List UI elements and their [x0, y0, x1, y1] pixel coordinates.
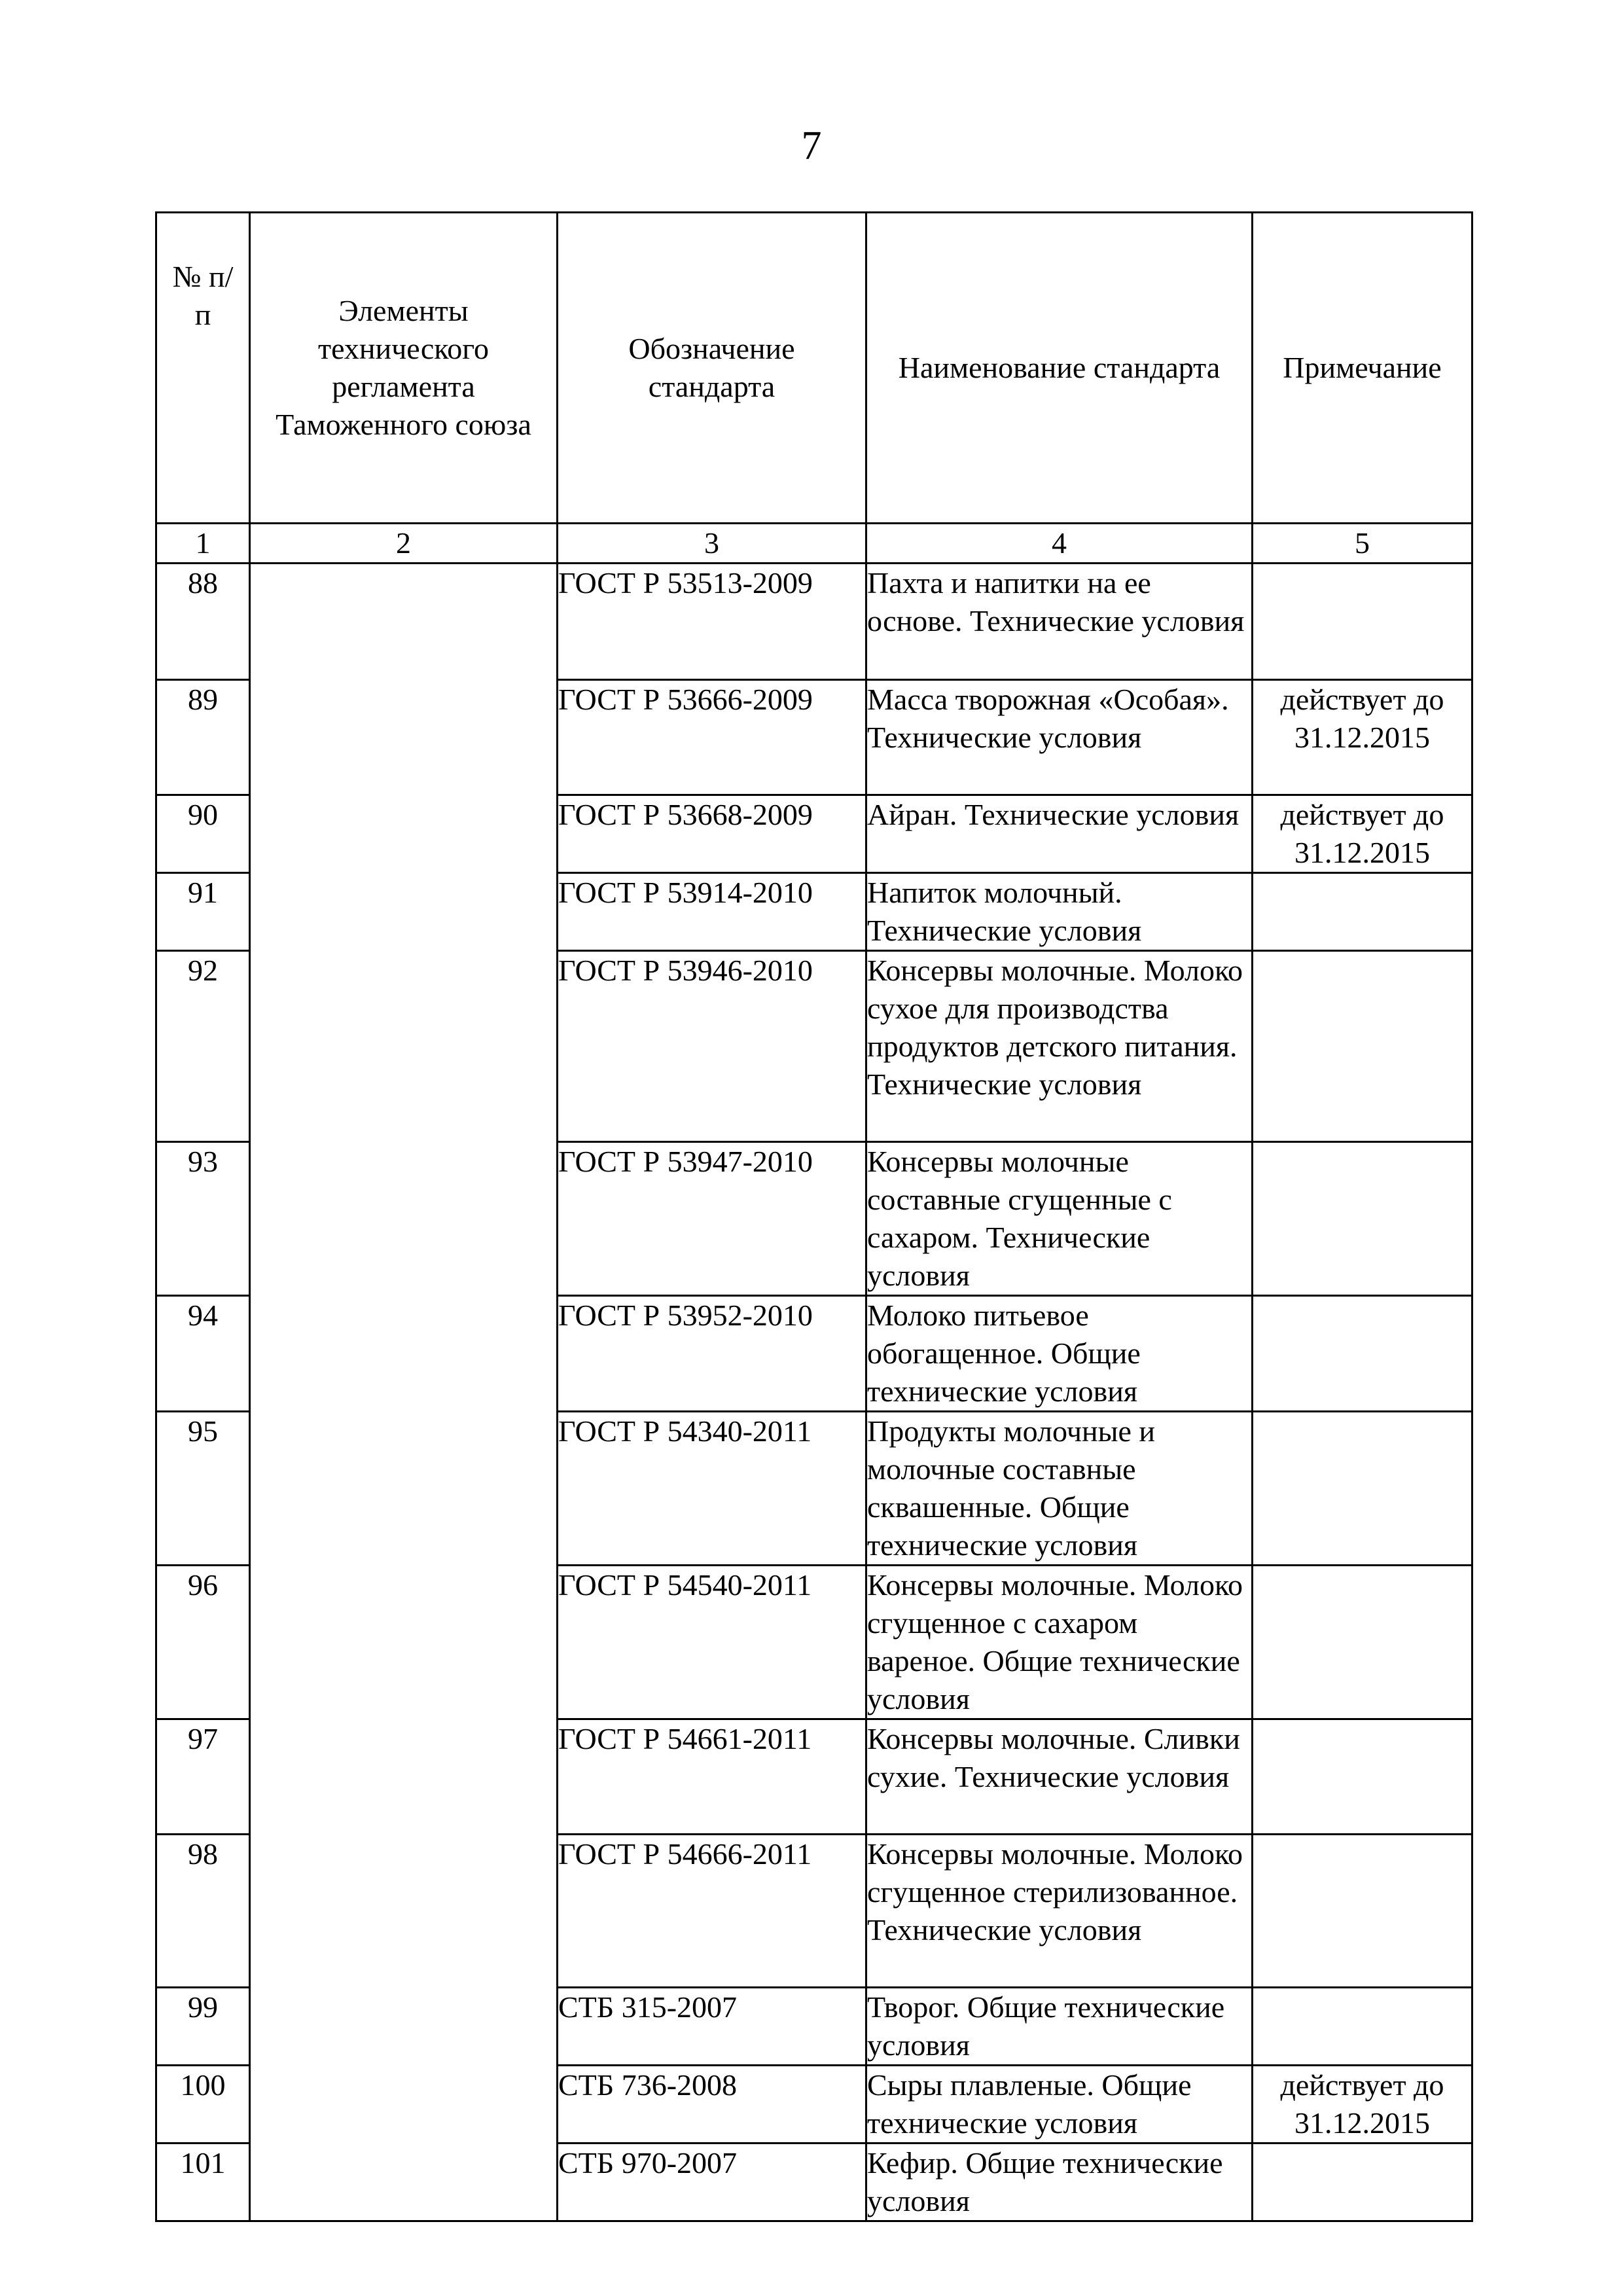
- standard-code: СТБ 970-2007: [558, 2144, 866, 2221]
- row-number: 93: [156, 1142, 250, 1296]
- standard-name: Молоко питьевое обогащенное. Общие технические условия: [866, 1296, 1253, 1412]
- standard-name: Творог. Общие технические условия: [866, 1988, 1253, 2066]
- row-number: 89: [156, 680, 250, 795]
- note-cell: [1253, 951, 1472, 1142]
- row-number: 88: [156, 564, 250, 680]
- standards-table: [155, 211, 1473, 2222]
- note-cell: [1253, 1988, 1472, 2066]
- row-number: 101: [156, 2144, 250, 2221]
- row-number: 95: [156, 1412, 250, 1566]
- note-cell: [1253, 1719, 1472, 1835]
- note-cell: действует до 31.12.2015: [1253, 795, 1472, 873]
- standard-code: ГОСТ Р 54540-2011: [558, 1566, 866, 1719]
- standard-code: ГОСТ Р 53947-2010: [558, 1142, 866, 1296]
- header-name: Наименование стандарта: [866, 213, 1253, 524]
- page-number: 7: [801, 124, 822, 168]
- column-number: 5: [1253, 524, 1472, 564]
- header-elements: Элементы технического регламента Таможенного союза: [250, 213, 558, 524]
- column-number-row: [156, 524, 1472, 564]
- column-number: 4: [866, 524, 1253, 564]
- standard-name: Консервы молочные. Молоко сгущенное стерилизованное. Технические условия: [866, 1835, 1253, 1988]
- row-number: 98: [156, 1835, 250, 1988]
- note-cell: [1253, 873, 1472, 951]
- note-cell: [1253, 1412, 1472, 1566]
- note-cell: [1253, 1566, 1472, 1719]
- row-number: 99: [156, 1988, 250, 2066]
- row-number: 97: [156, 1719, 250, 1835]
- standard-code: ГОСТ Р 53914-2010: [558, 873, 866, 951]
- note-cell: действует до 31.12.2015: [1253, 680, 1472, 795]
- column-number: 2: [250, 524, 558, 564]
- standard-code: ГОСТ Р 54661-2011: [558, 1719, 866, 1835]
- column-number: 1: [156, 524, 250, 564]
- note-cell: [1253, 564, 1472, 680]
- table-row: [156, 564, 1472, 680]
- standard-name: Продукты молочные и молочные составные сквашенные. Общие технические условия: [866, 1412, 1253, 1566]
- standard-code: ГОСТ Р 53668-2009: [558, 795, 866, 873]
- note-cell: [1253, 1835, 1472, 1988]
- standard-name: Консервы молочные. Молоко сгущенное с сахаром вареное. Общие технические условия: [866, 1566, 1253, 1719]
- row-number: 91: [156, 873, 250, 951]
- row-number: 96: [156, 1566, 250, 1719]
- header-num: № п/п: [156, 213, 250, 524]
- row-number: 100: [156, 2066, 250, 2144]
- standard-code: СТБ 736-2008: [558, 2066, 866, 2144]
- elements-cell: [250, 564, 558, 2221]
- row-number: 92: [156, 951, 250, 1142]
- standard-code: СТБ 315-2007: [558, 1988, 866, 2066]
- standard-name: Пахта и напитки на ее основе. Технические условия: [866, 564, 1253, 680]
- note-cell: [1253, 1296, 1472, 1412]
- header-note: Примечание: [1253, 213, 1472, 524]
- header-row: [156, 213, 1472, 524]
- row-number: 90: [156, 795, 250, 873]
- standard-name: Масса творожная «Особая». Технические условия: [866, 680, 1253, 795]
- standard-name: Кефир. Общие технические условия: [866, 2144, 1253, 2221]
- column-number: 3: [558, 524, 866, 564]
- standard-name: Айран. Технические условия: [866, 795, 1253, 873]
- standard-code: ГОСТ Р 53666-2009: [558, 680, 866, 795]
- note-cell: действует до 31.12.2015: [1253, 2066, 1472, 2144]
- row-number: 94: [156, 1296, 250, 1412]
- header-designation: Обозначение стандарта: [558, 213, 866, 524]
- standard-code: ГОСТ Р 54666-2011: [558, 1835, 866, 1988]
- standard-code: ГОСТ Р 54340-2011: [558, 1412, 866, 1566]
- standard-code: ГОСТ Р 53952-2010: [558, 1296, 866, 1412]
- note-cell: [1253, 2144, 1472, 2221]
- standard-name: Консервы молочные. Сливки сухие. Технические условия: [866, 1719, 1253, 1835]
- standard-code: ГОСТ Р 53946-2010: [558, 951, 866, 1142]
- standard-name: Сыры плавленые. Общие технические условия: [866, 2066, 1253, 2144]
- standard-name: Напиток молочный. Технические условия: [866, 873, 1253, 951]
- standard-name: Консервы молочные. Молоко сухое для производства продуктов детского питания. Технические условия: [866, 951, 1253, 1142]
- standard-code: ГОСТ Р 53513-2009: [558, 564, 866, 680]
- standard-name: Консервы молочные составные сгущенные с сахаром. Технические условия: [866, 1142, 1253, 1296]
- note-cell: [1253, 1142, 1472, 1296]
